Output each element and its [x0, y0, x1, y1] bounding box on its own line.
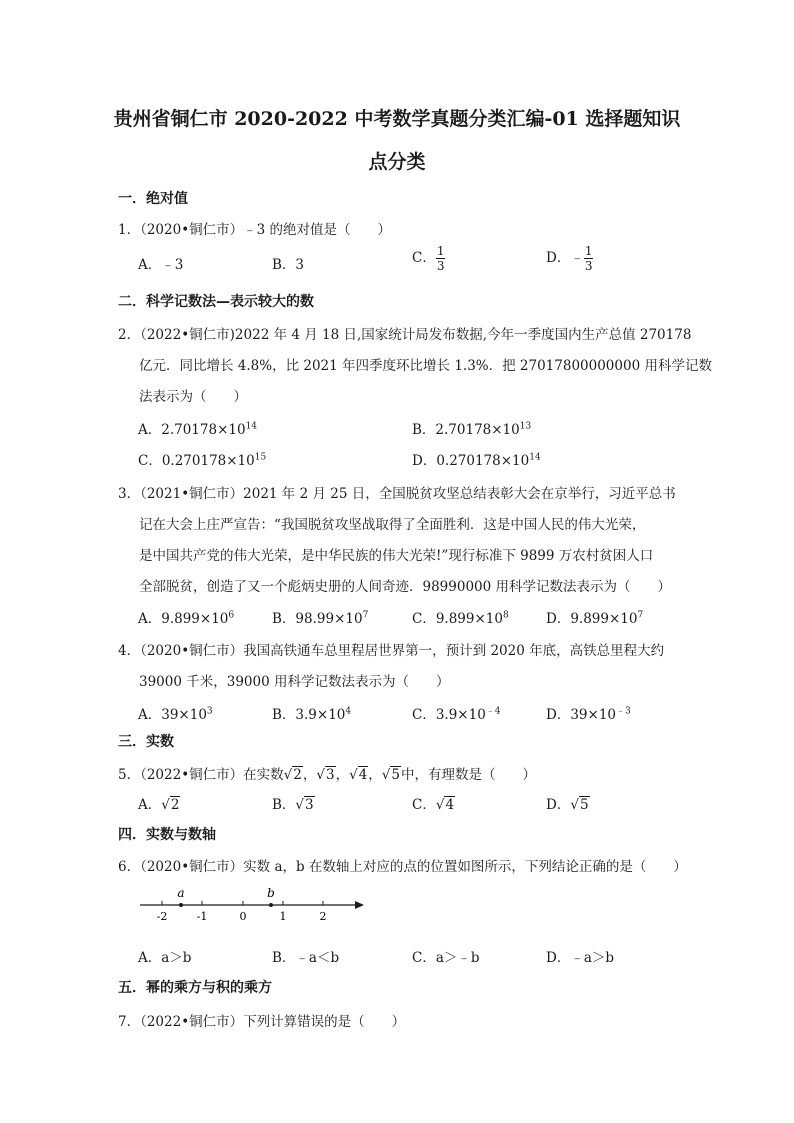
question-5-option-a — [138, 793, 180, 813]
option-prefix: A． — [138, 797, 162, 813]
tick-label: -1 — [196, 910, 208, 923]
question-2-line-1: 2．（2022•铜仁市)2022 年 4 月 18 日,国家统计局发布数据,今年一季度国内生产总值 270178 — [118, 327, 692, 343]
radicand: 4 — [358, 767, 368, 783]
question-6-stem: 6．（2020•铜仁市）实数 a，b 在数轴上对应的点的位置如图所示，下列结论正确的是（ ） — [118, 859, 687, 875]
question-6-option-b: B．﹣a＜b — [272, 950, 340, 966]
sqrt-5: √5 — [381, 767, 400, 783]
question-1-option-d-prefix: D．﹣ — [546, 250, 584, 266]
sqrt-4: √4 — [349, 767, 368, 783]
point-a-label: a — [177, 886, 185, 900]
option-exponent: 8 — [502, 610, 509, 621]
question-1-option-c-prefix: C． — [412, 250, 436, 266]
option-base: B．2.70178×10 — [412, 422, 520, 438]
option-prefix: C． — [412, 797, 436, 813]
question-4-option-d — [546, 703, 631, 723]
option-base: D．39×10 — [546, 707, 616, 723]
sqrt-expression: √5 — [570, 797, 589, 813]
question-2-option-a — [138, 418, 257, 438]
option-base: A．9.899×10 — [138, 611, 229, 627]
sqrt-3: √3 — [316, 767, 335, 783]
question-7-stem: 7．（2022•铜仁市）下列计算错误的是（ ） — [118, 1014, 406, 1030]
radicand: 3 — [305, 797, 314, 813]
question-2-line-2: 亿元．同比增长 4.8%，比 2021 年四季度环比增长 1.3%．把 27017800000000 用科学记数 — [139, 358, 712, 374]
radicand: 5 — [579, 797, 589, 813]
question-4-option-b — [272, 703, 351, 723]
question-2-option-d — [412, 449, 541, 469]
question-5-option-d — [546, 793, 590, 813]
option-prefix: B． — [272, 797, 296, 813]
question-3-option-a — [138, 607, 234, 627]
radicand: 2 — [293, 767, 302, 783]
question-1-stem: 1．（2020•铜仁市）﹣3 的绝对值是（ ） — [118, 222, 392, 238]
tick-label: 1 — [279, 910, 287, 923]
radicand: 2 — [170, 797, 180, 813]
question-3-line-3: 是中国共产党的伟大光荣，是中华民族的伟大光荣!”现行标准下 9899 万农村贫困人口 — [139, 548, 654, 564]
section-heading-power-of-power: 五．幂的乘方与积的乘方 — [118, 980, 272, 996]
option-base: B．3.9×10 — [272, 707, 346, 723]
option-base: A．39×10 — [138, 707, 207, 723]
question-4-option-c — [412, 703, 501, 723]
separator: ， — [335, 767, 350, 783]
point-a-dot — [179, 903, 183, 907]
question-2-option-c — [138, 449, 266, 469]
number-line-figure — [140, 884, 372, 924]
option-base: C．0.270178×10 — [138, 453, 255, 469]
option-exponent: ﹣3 — [616, 706, 631, 717]
option-base: D．0.270178×10 — [412, 453, 530, 469]
option-base: D．9.899×10 — [546, 611, 638, 627]
option-base: C．3.9×10 — [412, 707, 486, 723]
question-4-line-1: 4．（2020•铜仁市）我国高铁通车总里程居世界第一，预计到 2020 年底，高铁总里程大约 — [118, 643, 665, 659]
question-3-line-4: 全部脱贫，创造了又一个彪炳史册的人间奇迹．98990000 用科学记数法表示为（ ） — [139, 579, 672, 595]
option-exponent: ﹣4 — [485, 706, 501, 717]
question-1-option-d — [546, 244, 593, 273]
tick-label: 2 — [319, 910, 327, 923]
question-4-option-a — [138, 703, 213, 723]
document-title-line-1: 贵州省铜仁市 2020-2022 中考数学真题分类汇编-01 选择题知识 — [113, 108, 681, 130]
fraction-numerator: 1 — [436, 244, 445, 258]
question-5-stem-prefix: 5．（2022•铜仁市）在实数 — [118, 767, 284, 783]
option-exponent: 14 — [245, 421, 258, 432]
question-2-line-3: 法表示为（ ） — [139, 389, 247, 405]
section-heading-absolute-value: 一．绝对值 — [118, 191, 188, 207]
question-4-line-2: 39000 千米，39000 用科学记数法表示为（ ） — [139, 674, 450, 690]
point-b-dot — [269, 903, 273, 907]
option-prefix: D． — [546, 797, 571, 813]
question-3-option-c — [412, 607, 509, 627]
question-3-option-b — [272, 607, 368, 627]
question-5-stem — [118, 763, 536, 783]
radicand: 5 — [391, 767, 400, 783]
option-exponent: 13 — [519, 421, 532, 432]
question-3-line-2: 记在大会上庄严宣告：“我国脱贫攻坚战取得了全面胜利．这是中国人民的伟大光荣， — [139, 517, 646, 533]
section-heading-real-numbers: 三．实数 — [118, 734, 174, 750]
question-5-option-c — [412, 793, 455, 813]
fraction-denominator: 3 — [584, 259, 593, 273]
question-6-option-c: C．a＞﹣b — [412, 950, 480, 966]
axis-arrow-icon — [355, 901, 364, 909]
question-5-stem-suffix: 中，有理数是（ ） — [400, 767, 536, 783]
option-exponent: 15 — [254, 452, 267, 463]
sqrt-expression: √4 — [435, 797, 455, 813]
question-1-option-b: B．3 — [272, 257, 305, 273]
tick-label: -2 — [156, 910, 168, 923]
question-1-option-c-fraction — [436, 244, 446, 273]
question-1-option-c — [412, 244, 445, 273]
option-exponent: 7 — [637, 610, 644, 621]
question-2-option-b — [412, 418, 531, 438]
sqrt-expression: √3 — [295, 797, 314, 813]
section-heading-real-numbers-number-line: 四．实数与数轴 — [118, 827, 216, 843]
question-3-option-d — [546, 607, 643, 627]
radicand: 3 — [325, 767, 335, 783]
question-6-option-a: A．a＞b — [138, 950, 192, 966]
question-3-line-1: 3．（2021•铜仁市）2021 年 2 月 25 日，全国脱贫攻坚总结表彰大会在京举行，习近平总书 — [118, 486, 676, 502]
separator: ， — [368, 767, 382, 783]
sqrt-expression: √2 — [161, 797, 180, 813]
radicand: 4 — [445, 797, 455, 813]
question-1-option-a: A．﹣3 — [138, 257, 184, 273]
fraction-numerator: 1 — [584, 244, 593, 258]
option-exponent: 14 — [529, 452, 541, 463]
question-5-option-b — [272, 793, 315, 813]
option-base: B．98.99×10 — [272, 611, 363, 627]
tick-label: 0 — [239, 910, 247, 923]
question-6-option-d: D．﹣a＞b — [546, 950, 615, 966]
option-base: C．9.899×10 — [412, 611, 503, 627]
section-heading-scientific-notation: 二．科学记数法—表示较大的数 — [118, 294, 314, 310]
document-title-line-2: 点分类 — [368, 151, 426, 173]
option-exponent: 7 — [362, 610, 369, 621]
question-1-option-d-fraction — [584, 244, 594, 273]
option-exponent: 4 — [345, 706, 352, 717]
point-b-label: b — [267, 886, 275, 900]
fraction-denominator: 3 — [436, 259, 445, 273]
option-exponent: 6 — [228, 610, 235, 621]
sqrt-2: √2 — [283, 767, 302, 783]
separator: ， — [302, 767, 317, 783]
option-exponent: 3 — [206, 706, 213, 717]
option-base: A．2.70178×10 — [138, 422, 246, 438]
